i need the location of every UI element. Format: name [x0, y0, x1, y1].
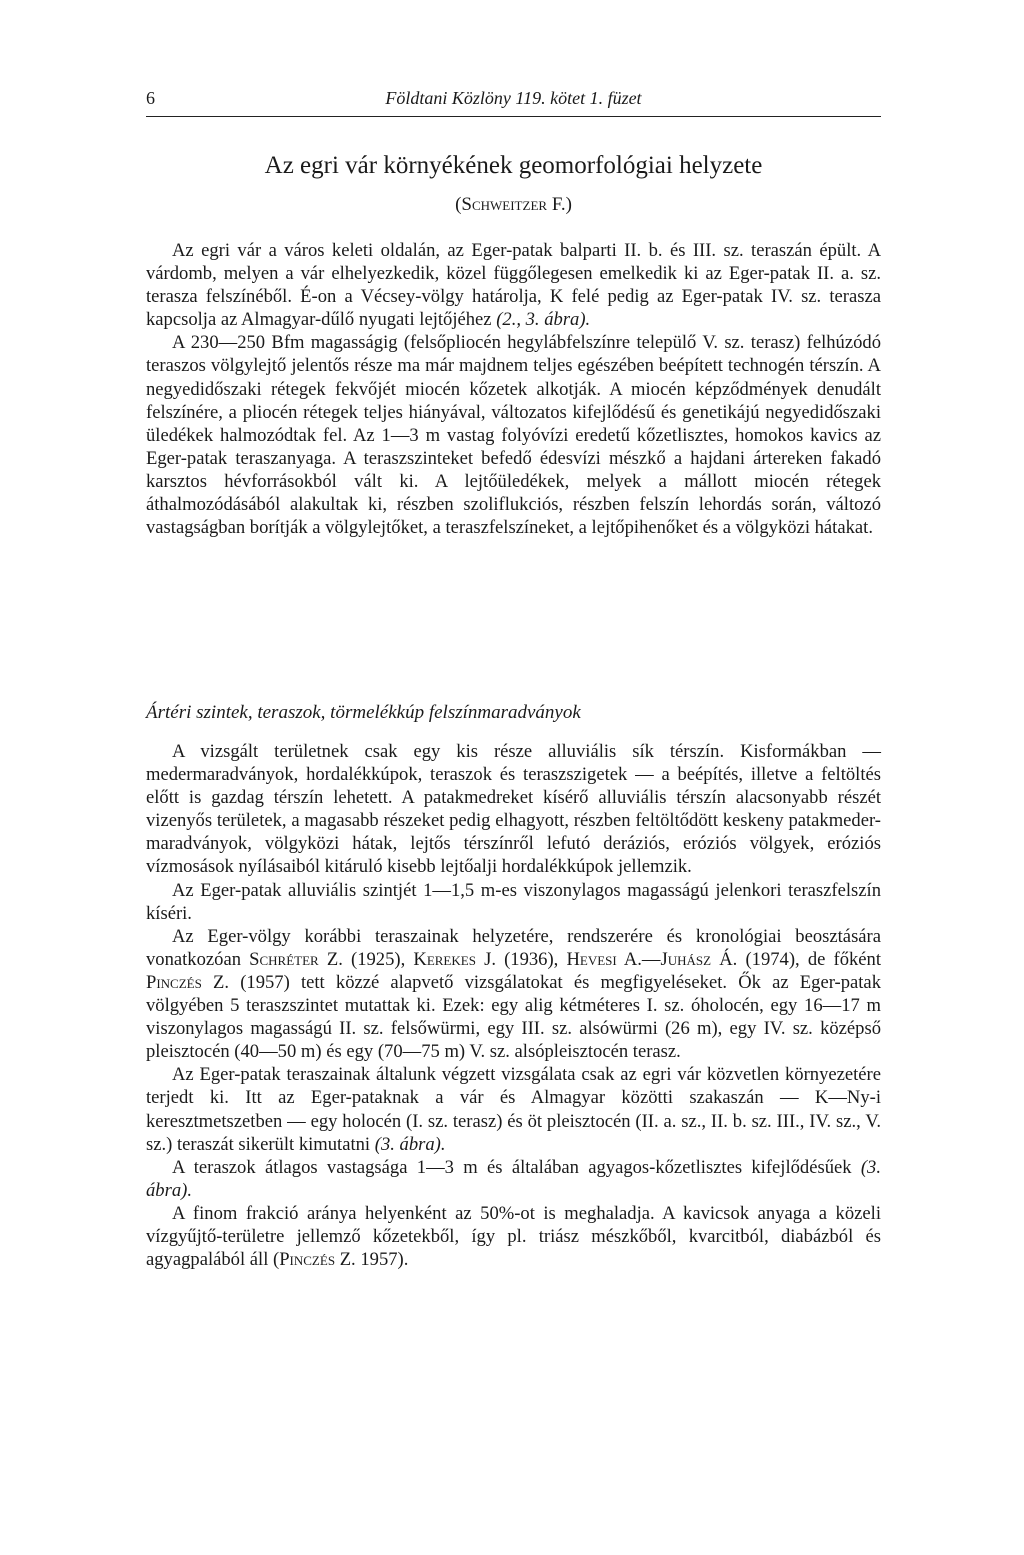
journal-title: Földtani Közlöny 119. kötet 1. füzet: [385, 88, 642, 108]
article-title: Az egri vár környékének geomorfológiai helyzete: [264, 152, 763, 179]
text-run: A finom frakció aránya helyenként az 50%-ot is meghaladja. A kavicsok anyaga a közeli vízgyűjtő-területre jellemző kőzetekből, így pl. triász mészkőből, kvarcitból, diabázból és agyagpalából áll (: [146, 1202, 881, 1271]
section-paragraph-4: [146, 1063, 881, 1155]
figure-reference: (3. ábra).: [146, 1156, 881, 1201]
page-number: 6: [146, 88, 155, 108]
author-surname: Schweitzer: [461, 194, 548, 215]
text-run: Á. (1974), de főként: [711, 948, 882, 970]
section-paragraph-2: Az Eger-patak alluviális szintjét 1—1,5 m-es viszonylagos magasságú jelenkori teraszfelszín kíséri.: [146, 879, 881, 924]
section-paragraph-3: [146, 925, 881, 1064]
text-run: A.—: [616, 948, 661, 970]
author-initial: F.): [547, 194, 572, 215]
intro-paragraph-1-text: Az egri vár a város keleti oldalán, az Eger-patak balparti II. b. és III. sz. teraszán épült. A várdomb, melyen a vár elhelyezkedik, közel függőlegesen emelkedik ki az Eger-patak II. a. sz. terasza felszínéből. É-on a Vécsey-völgy határolja, K felé pedig az Eger-patak IV. sz. terasza kapcsolja az Almagyar-dűlő nyugati lejtőjéhez: [146, 240, 881, 331]
intro-paragraph-1: [146, 239, 881, 331]
text-run: Az Eger-völgy korábbi teraszainak helyzetére, rendszerére és kronológiai beosztására vonatkozóan: [146, 925, 881, 970]
intro-paragraph-2: A 230—250 Bfm magasságig (felsőpliocén hegylábfelszínre települő V. sz. terasz) felhúzódó teraszos völgylejtő jelentős része ma már majdnem teljes egészében beépített technogén térszín. A negyedidőszaki rétegek fekvőjét miocén kőzetek alkotják. A miocén képződmények denudált felszínére, a pliocén rétegek teljes hiányával, változatos kifejlődésű és genetikájú negyedidőszaki üledékek halmozódtak fel. Az 1—3 m vastag folyóvízi eredetű kőzetlisztes, homokos kavics az Eger-patak teraszanyaga. A teraszszinteket befedő édesvízi mészkő a hajdani ártereken fakadó karsztos hévforrásokból vált ki. A lejtőüledékek, melyek a mállott miocén rétegek áthalmozódásából alakultak ki, részben szoliflukciós, részben felszín lehordás során, változó vastagságban borítják a völgylejtőket, a teraszfelszíneket, a lejtőpihenőket és a völgyközi hátakat.: [146, 332, 881, 539]
section-paragraph-5: [146, 1156, 881, 1202]
section-text: [146, 740, 881, 1271]
cited-author: Juhász: [660, 948, 712, 970]
section-paragraph-1: A vizsgált területnek csak egy kis része alluviális sík térszín. Kisformákban — medermaradványok, hordalékkúpok, teraszok és teraszszigetek — a beépítés, illetve a feltöltés előtt is gazdag térszín lehetett. A patakmedreket kísérő alluviális térszín alacsonyabb részét vizenyős területek, a magasabb részeket pedig elhagyott, részben feltöltődött keskeny patakmeder-maradványok, völgyközi hátak, lejtős térszínről lefutó deráziós, eróziós völgyek, eróziós vízmosások nyílásaiból kitáruló kisebb lejtőalji hordalékkúpok jellemzik.: [146, 741, 881, 878]
cited-author: Kerekes: [413, 948, 476, 970]
text-run: A teraszok átlagos vastagsága 1—3 m és általában agyagos-kőzetlisztes kifejlődésűek: [172, 1156, 861, 1178]
section-heading: Ártéri szintek, teraszok, törmelékkúp felszínmaradványok: [146, 702, 581, 723]
section-paragraph-6: [146, 1202, 881, 1271]
text-run: Z. (1925),: [318, 948, 414, 970]
cited-author: Pinczés: [146, 971, 202, 993]
figure-reference: (2., 3. ábra).: [496, 309, 591, 331]
text-run: Z. (1957) tett közzé alapvető vizsgálatokat és megfigyeléseket. Ők az Eger-patak völgyében 5 teraszszintet mutattak ki. Ezek: egy alig kétméteres I. sz. óholocén, egy 16—17 m viszonylagos magasságú II. sz. felsőwürmi, egy III. sz. alsówürmi (26 m), egy IV. sz. középső pleisztocén (40—50 m) és egy (70—75 m) V. sz. alsópleisztocén terasz.: [146, 971, 881, 1063]
text-run: Az Eger-patak teraszainak általunk végzett vizsgálata csak az egri vár közvetlen környezetére terjedt ki. Itt az Eger-pataknak a vár és Almagyar közötti szakaszán — K—Ny-i keresztmetszetben — egy holocén (I. sz. terasz) és öt pleisztocén (II. a. sz., II. b. sz. III., IV. sz., V. sz.) teraszát sikerült kimutatni: [146, 1064, 881, 1155]
figure-reference: (3. ábra).: [374, 1133, 446, 1155]
text-run: Z. 1957).: [335, 1249, 409, 1271]
author-paren: (: [455, 194, 462, 215]
cited-author: Schréter: [249, 948, 319, 970]
intro-text: [146, 239, 881, 539]
text-run: J. (1936),: [475, 948, 567, 970]
cited-author: Hevesi: [566, 948, 617, 970]
article-author: [146, 194, 881, 216]
running-header: [146, 88, 881, 117]
cited-author: Pinczés: [279, 1249, 336, 1271]
